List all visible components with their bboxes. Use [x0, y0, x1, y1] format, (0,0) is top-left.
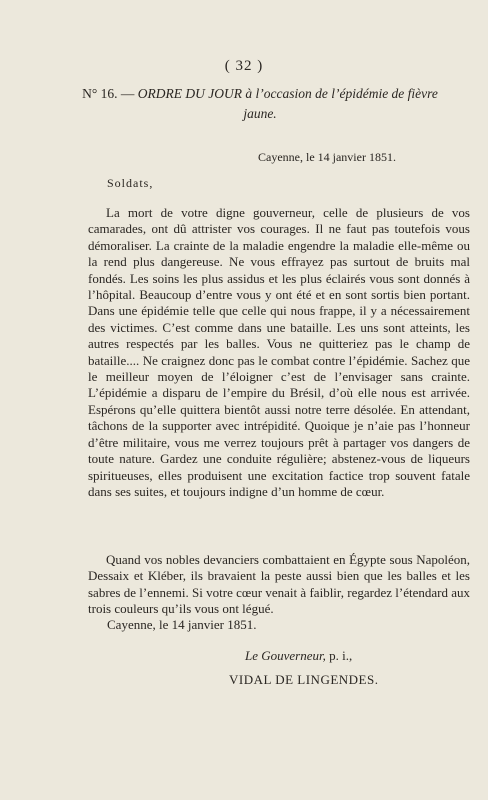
signature-role — [245, 648, 352, 664]
body-paragraph-1: La mort de votre digne gouverneur, celle de plusieurs de vos camarades, ont dû attrister vos courages. Il ne faut pas toutefois vous démoraliser. La crainte de la maladie engendre la maladie elle-même ou la rend plus dangereuse. Ne vous effrayez pas surtout de bruits mal fondés. Les soins les plus assidus et les plus éclairés vous sont donnés à l’hôpital. Beaucoup d’entre vous y ont été et en sont sortis bien portant. Dans une épidémie telle que celle qui nous frappe, il y a nécessairement des victimes. C’est comme dans une bataille. Les uns sont atteints, les autres respectés par les balles. Vous ne quitteriez pas le champ de bataille.... Ne craignez donc pas le combat contre l’épidémie. Sachez que le meilleur moyen de l’éloigner c’est de l’envisager sans crainte. L’épidémie a disparu de l’empire du Brésil, d’où elle nous est arrivée. Espérons qu’elle quittera bientôt aussi notre terre désolée. En attendant, tâchons de la supporter avec intrépidité. Quoique je n’aie pas l’honneur d’être militaire, vous me verrez toujours prêt à partager vos dangers de toute nature. Gardez une conduite régulière; abstenez-vous de liqueurs spiritueuses, elles produisent une excitation factice trop souvent fatale dans ses suites, et toujours indigne d’un homme de cœur. — [88, 205, 470, 499]
page-number: ( 32 ) — [224, 58, 264, 74]
closing-date: Cayenne, le 14 janvier 1851. — [107, 617, 257, 632]
body-paragraph-2: Quand vos nobles devanciers combattaient en Égypte sous Napoléon, Dessaix et Kléber, ils bravaient la peste aussi bien que les balles et les sabres de l’ennemi. Si votre cœur venait à faiblir, regardez l’étendard aux trois couleurs qu’ils vous ont légué. — [88, 552, 470, 617]
order-subtitle: à l’occasion de l’épidémie de fièvre jaune. — [243, 86, 438, 121]
signature-abbrev: p. i., — [325, 648, 353, 663]
document-title — [70, 84, 450, 124]
order-heading: ORDRE DU JOUR — [137, 86, 246, 101]
order-number: N° 16. — — [82, 86, 138, 101]
dateline: Cayenne, le 14 janvier 1851. — [258, 150, 396, 164]
signature-name: VIDAL DE LINGENDES. — [229, 672, 379, 687]
signature-title: Le Gouverneur, — [245, 648, 326, 663]
greeting: Soldats, — [107, 176, 154, 190]
